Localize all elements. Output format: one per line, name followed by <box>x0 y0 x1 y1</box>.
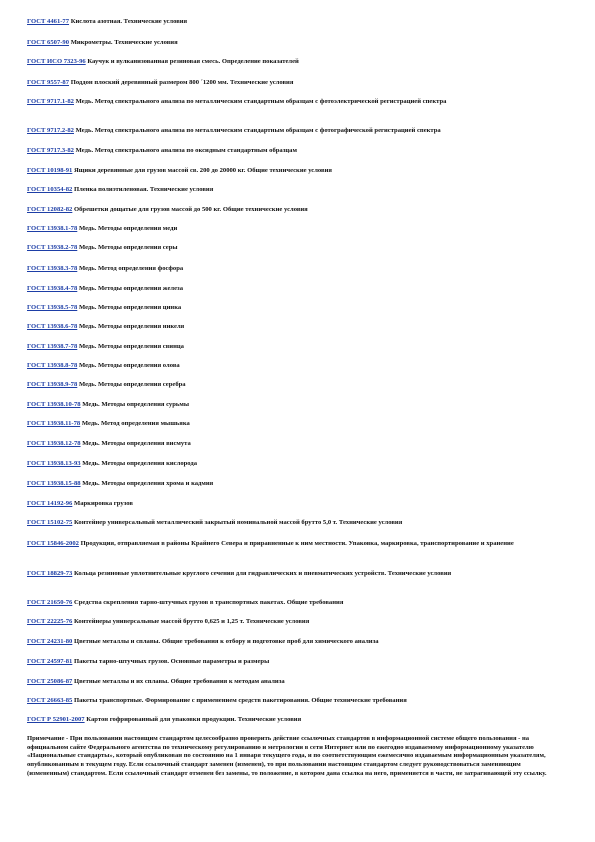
reference-entry <box>27 570 567 579</box>
standard-link[interactable]: ГОСТ 13938.3-78 <box>27 265 78 272</box>
standard-title: Кислота азотная. Технические условия <box>70 18 188 25</box>
reference-note: Примечание - При пользовании настоящим стандартом целесообразно проверить действие ссылочных стандартов в информационной системе общего пользования - на официальном сайте Федерального агентства по техническому регулированию и метрологии в сети Интернет или по ежегодно издаваемому информационному указателю «Национальные стандарты», который опубликован по состоянию на 1 января текущего года, и по соответствующим ежемесячно издаваемым информационным указателям, опубликованным в текущем году. Если ссылочный стандарт заменен (изменен), то при пользовании настоящим стандартом следует руководствоваться заменяющим (измененным) стандартом. Если ссылочный стандарт отменен без замены, то положение, в котором дана ссылка на него, применяется в части, не затрагивающей эту ссылку. <box>27 735 547 777</box>
standard-link[interactable]: ГОСТ 22225-76 <box>27 618 73 625</box>
standard-link[interactable]: ГОСТ 6507-90 <box>27 39 70 46</box>
reference-entry <box>27 343 567 352</box>
standard-title: Продукция, отправляемая в районы Крайнего Севера и приравненные к ним местности. Упаковка, маркировка, транспортирование и хранение <box>80 540 514 547</box>
reference-entry <box>27 58 567 67</box>
standard-link[interactable]: ГОСТ 13938.8-78 <box>27 362 78 369</box>
standard-title: Медь. Метод спектрального анализа по металлическим стандартным образцам с фотографической регистрацией спектра <box>75 127 441 134</box>
reference-entry <box>27 206 567 215</box>
reference-entry <box>27 285 567 294</box>
reference-entry <box>27 147 567 156</box>
standard-title: Медь. Метод спектрального анализа по металлическим стандартным образцам с фотоэлектрической регистрацией спектра <box>75 98 447 105</box>
standard-link[interactable]: ГОСТ 26663-85 <box>27 697 73 704</box>
standard-title: Медь. Методы определения висмута <box>82 440 191 447</box>
standard-title: Медь. Методы определения сурьмы <box>82 401 190 408</box>
standard-link[interactable]: ГОСТ 13938.9-78 <box>27 381 78 388</box>
standard-title: Медь. Методы определения олова <box>78 362 180 369</box>
standard-link[interactable]: ГОСТ 9557-87 <box>27 79 70 86</box>
reference-entry <box>27 265 567 274</box>
reference-entry <box>27 460 567 469</box>
standard-title: Медь. Методы определения серебра <box>78 381 186 388</box>
standard-title: Пленка полиэтиленовая. Технические условия <box>73 186 214 193</box>
standard-link[interactable]: ГОСТ 24597-81 <box>27 658 73 665</box>
standard-title: Маркировка грузов <box>73 500 133 507</box>
standard-link[interactable]: ГОСТ 12082-82 <box>27 206 73 213</box>
standard-link[interactable]: ГОСТ 13938.5-78 <box>27 304 78 311</box>
standard-link[interactable]: ГОСТ 13938.2-78 <box>27 244 78 251</box>
standard-link[interactable]: ГОСТ Р 52901-2007 <box>27 716 85 723</box>
standard-title: Картон гофрированный для упаковки продукции. Технические условия <box>86 716 302 723</box>
standard-title: Поддон плоский деревянный размером 800 ´1200 мм. Технические условия <box>70 79 294 86</box>
standard-link[interactable]: ГОСТ 10198-91 <box>27 167 73 174</box>
reference-entry <box>27 638 567 647</box>
standard-link[interactable]: ГОСТ 13938.13-93 <box>27 460 81 467</box>
standard-link[interactable]: ГОСТ 13938.12-78 <box>27 440 81 447</box>
standard-title: Цветные металлы и их сплавы. Общие требования к методам анализа <box>73 678 285 685</box>
standard-link[interactable]: ГОСТ 13938.7-78 <box>27 343 78 350</box>
standard-title: Медь. Методы определения цинка <box>78 304 182 311</box>
standard-title: Средства скрепления тарно-штучных грузов в транспортных пакетах. Общие требования <box>73 599 344 606</box>
reference-entry <box>27 98 567 107</box>
reference-entry <box>27 599 567 608</box>
standard-link[interactable]: ГОСТ 13938.11-78 <box>27 420 81 427</box>
reference-entry <box>27 167 567 176</box>
reference-entry <box>27 540 567 549</box>
standard-link[interactable]: ГОСТ 15846-2002 <box>27 540 79 547</box>
reference-entry <box>27 500 567 509</box>
standard-title: Контейнер универсальный металлический закрытый номинальной массой брутто 5,0 т. Технические условия <box>73 519 403 526</box>
reference-entry <box>27 401 567 410</box>
standard-title: Медь. Методы определения железа <box>78 285 183 292</box>
standard-link[interactable]: ГОСТ 13938.6-78 <box>27 323 78 330</box>
standard-title: Медь. Методы определения свинца <box>78 343 184 350</box>
reference-entry <box>27 127 567 136</box>
standard-link[interactable]: ГОСТ 10354-82 <box>27 186 73 193</box>
reference-entry <box>27 39 567 48</box>
standard-link[interactable]: ГОСТ 18829-73 <box>27 570 73 577</box>
reference-entry <box>27 480 567 489</box>
reference-entry <box>27 225 567 234</box>
standard-title: Пакеты тарно-штучных грузов. Основные параметры и размеры <box>73 658 270 665</box>
standard-link[interactable]: ГОСТ 15102-75 <box>27 519 73 526</box>
standard-link[interactable]: ГОСТ 13938.4-78 <box>27 285 78 292</box>
reference-entry <box>27 362 567 371</box>
reference-entry <box>27 618 567 627</box>
standard-title: Медь. Метод определения фосфора <box>78 265 184 272</box>
standard-link[interactable]: ГОСТ 21650-76 <box>27 599 73 606</box>
standard-link[interactable]: ГОСТ 13938.1-78 <box>27 225 78 232</box>
standard-title: Микрометры. Технические условия <box>70 39 178 46</box>
standard-title: Цветные металлы и сплавы. Общие требования к отбору и подготовке проб для химического анализа <box>73 638 379 645</box>
reference-entry <box>27 420 567 429</box>
reference-entry <box>27 304 567 313</box>
reference-entry <box>27 323 567 332</box>
reference-entry <box>27 440 567 449</box>
standard-link[interactable]: ГОСТ ИСО 7323-96 <box>27 58 86 65</box>
standard-title: Обрешетки дощатые для грузов массой до 500 кг. Общие технические условия <box>73 206 308 213</box>
standard-link[interactable]: ГОСТ 9717.2-82 <box>27 127 74 134</box>
standard-link[interactable]: ГОСТ 25086-87 <box>27 678 73 685</box>
standard-title: Медь. Метод определения мышьяка <box>81 420 190 427</box>
reference-entry <box>27 716 567 725</box>
reference-entry <box>27 658 567 667</box>
reference-entry <box>27 381 567 390</box>
standard-link[interactable]: ГОСТ 13938.10-78 <box>27 401 81 408</box>
standard-title: Ящики деревянные для грузов массой св. 200 до 20000 кг. Общие технические условия <box>73 167 332 174</box>
standard-title: Пакеты транспортные. Формирование с применением средств пакетирования. Общие технические требования <box>73 697 407 704</box>
standard-link[interactable]: ГОСТ 24231-80 <box>27 638 73 645</box>
reference-entry <box>27 678 567 687</box>
reference-entry <box>27 519 567 528</box>
standard-title: Медь. Методы определения никеля <box>78 323 185 330</box>
reference-entry <box>27 244 567 253</box>
standard-link[interactable]: ГОСТ 9717.1-82 <box>27 98 74 105</box>
reference-entry <box>27 697 567 706</box>
standard-link[interactable]: ГОСТ 9717.3-82 <box>27 147 74 154</box>
reference-entry <box>27 186 567 195</box>
standard-title: Медь. Методы определения серы <box>78 244 178 251</box>
standard-title: Кольца резиновые уплотнительные круглого сечения для гидравлических и пневматических устройств. Технические условия <box>73 570 452 577</box>
standard-title: Контейнеры универсальные массой брутто 0,625 и 1,25 т. Технические условия <box>73 618 310 625</box>
standard-title: Медь. Методы определения хрома и кадмия <box>82 480 214 487</box>
reference-entry <box>27 18 567 27</box>
standard-title: Каучук и вулканизованная резиновая смесь. Определение показателей <box>87 58 299 65</box>
standard-link[interactable]: ГОСТ 4461-77 <box>27 18 70 25</box>
standard-title: Медь. Метод спектрального анализа по оксидным стандартным образцам <box>75 147 297 154</box>
standard-link[interactable]: ГОСТ 13938.15-88 <box>27 480 81 487</box>
standard-title: Медь. Методы определения меди <box>78 225 178 232</box>
standard-link[interactable]: ГОСТ 14192-96 <box>27 500 73 507</box>
reference-entry <box>27 79 567 88</box>
standard-title: Медь. Методы определения кислорода <box>82 460 198 467</box>
